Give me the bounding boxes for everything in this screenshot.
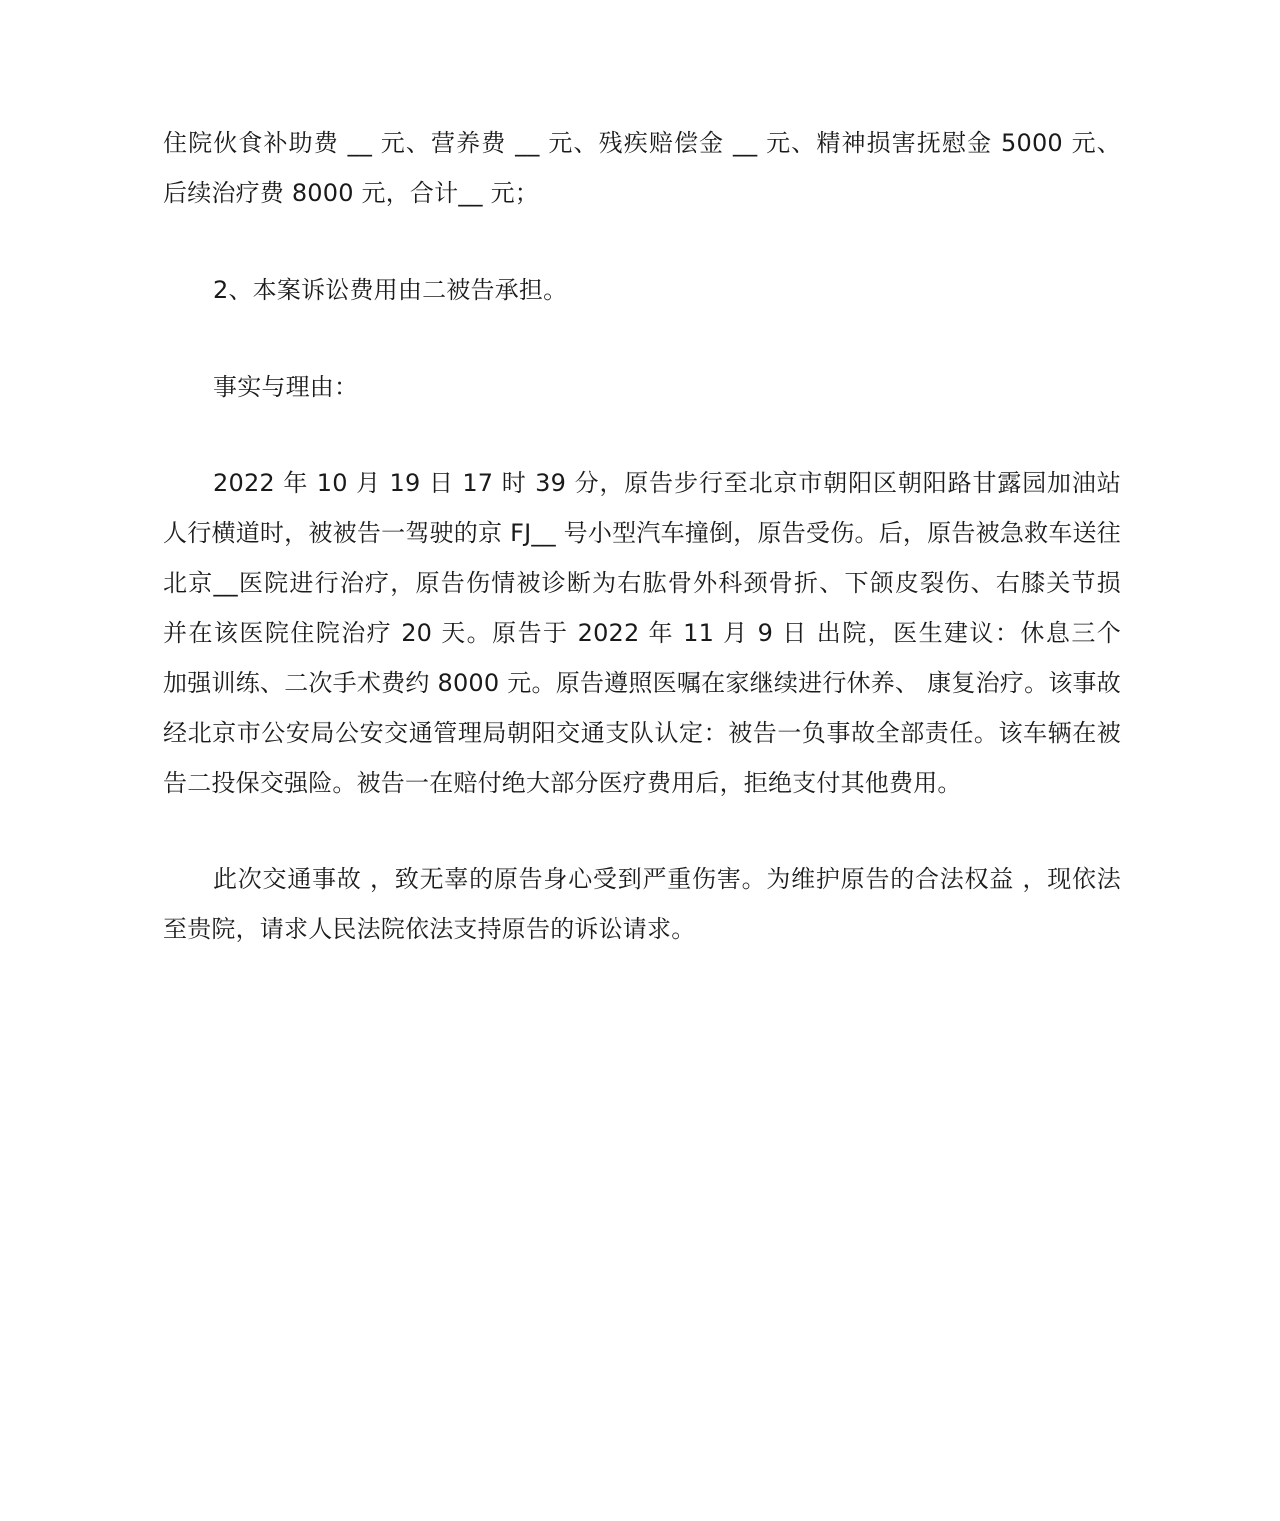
facts-line-3: 北京__医院进行治疗，原告伤情被诊断为右肱骨外科颈骨折、下颌皮裂伤、右膝关节损 — [163, 569, 1121, 597]
claim-item-2-paragraph — [163, 265, 1121, 315]
claims-tail-paragraph — [163, 118, 1121, 218]
conclusion-line-1: 此次交通事故 ，致无辜的原告身心受到严重伤害。为维护原告的合法权益 ，现依法 — [213, 865, 1121, 893]
facts-line-7: 告二投保交强险。被告一在赔付绝大部分医疗费用后，拒绝支付其他费用。 — [163, 769, 962, 797]
claim-item-2-text: 2、本案诉讼费用由二被告承担。 — [213, 276, 568, 304]
facts-line-5: 加强训练、二次手术费约 8000 元。原告遵照医嘱在家继续进行休养、 康复治疗。该事故 — [163, 669, 1121, 697]
conclusion-paragraph — [163, 854, 1121, 954]
facts-line-4: 并在该医院住院治疗 20 天。原告于 2022 年 11 月 9 日 出院，医生建议：休息三个 — [163, 619, 1121, 647]
facts-paragraph — [163, 458, 1121, 808]
facts-heading: 事实与理由： — [213, 373, 359, 401]
facts-line-2: 人行横道时，被被告一驾驶的京 FJ__ 号小型汽车撞倒，原告受伤。后，原告被急救车送往 — [163, 519, 1121, 547]
conclusion-line-2: 至贵院，请求人民法院依法支持原告的诉讼请求。 — [163, 915, 696, 943]
document-page — [163, 118, 1121, 954]
claims-tail-line-2: 后续治疗费 8000 元，合计__ 元； — [163, 179, 539, 207]
claims-tail-line-1: 住院伙食补助费 __ 元、营养费 __ 元、残疾赔偿金 __ 元、精神损害抚慰金 5000 元、 — [163, 129, 1121, 157]
facts-heading-paragraph — [163, 362, 1121, 412]
facts-line-1: 2022 年 10 月 19 日 17 时 39 分，原告步行至北京市朝阳区朝阳路甘露园加油站 — [213, 469, 1121, 497]
facts-line-6: 经北京市公安局公安交通管理局朝阳交通支队认定：被告一负事故全部责任。该车辆在被 — [163, 719, 1121, 747]
